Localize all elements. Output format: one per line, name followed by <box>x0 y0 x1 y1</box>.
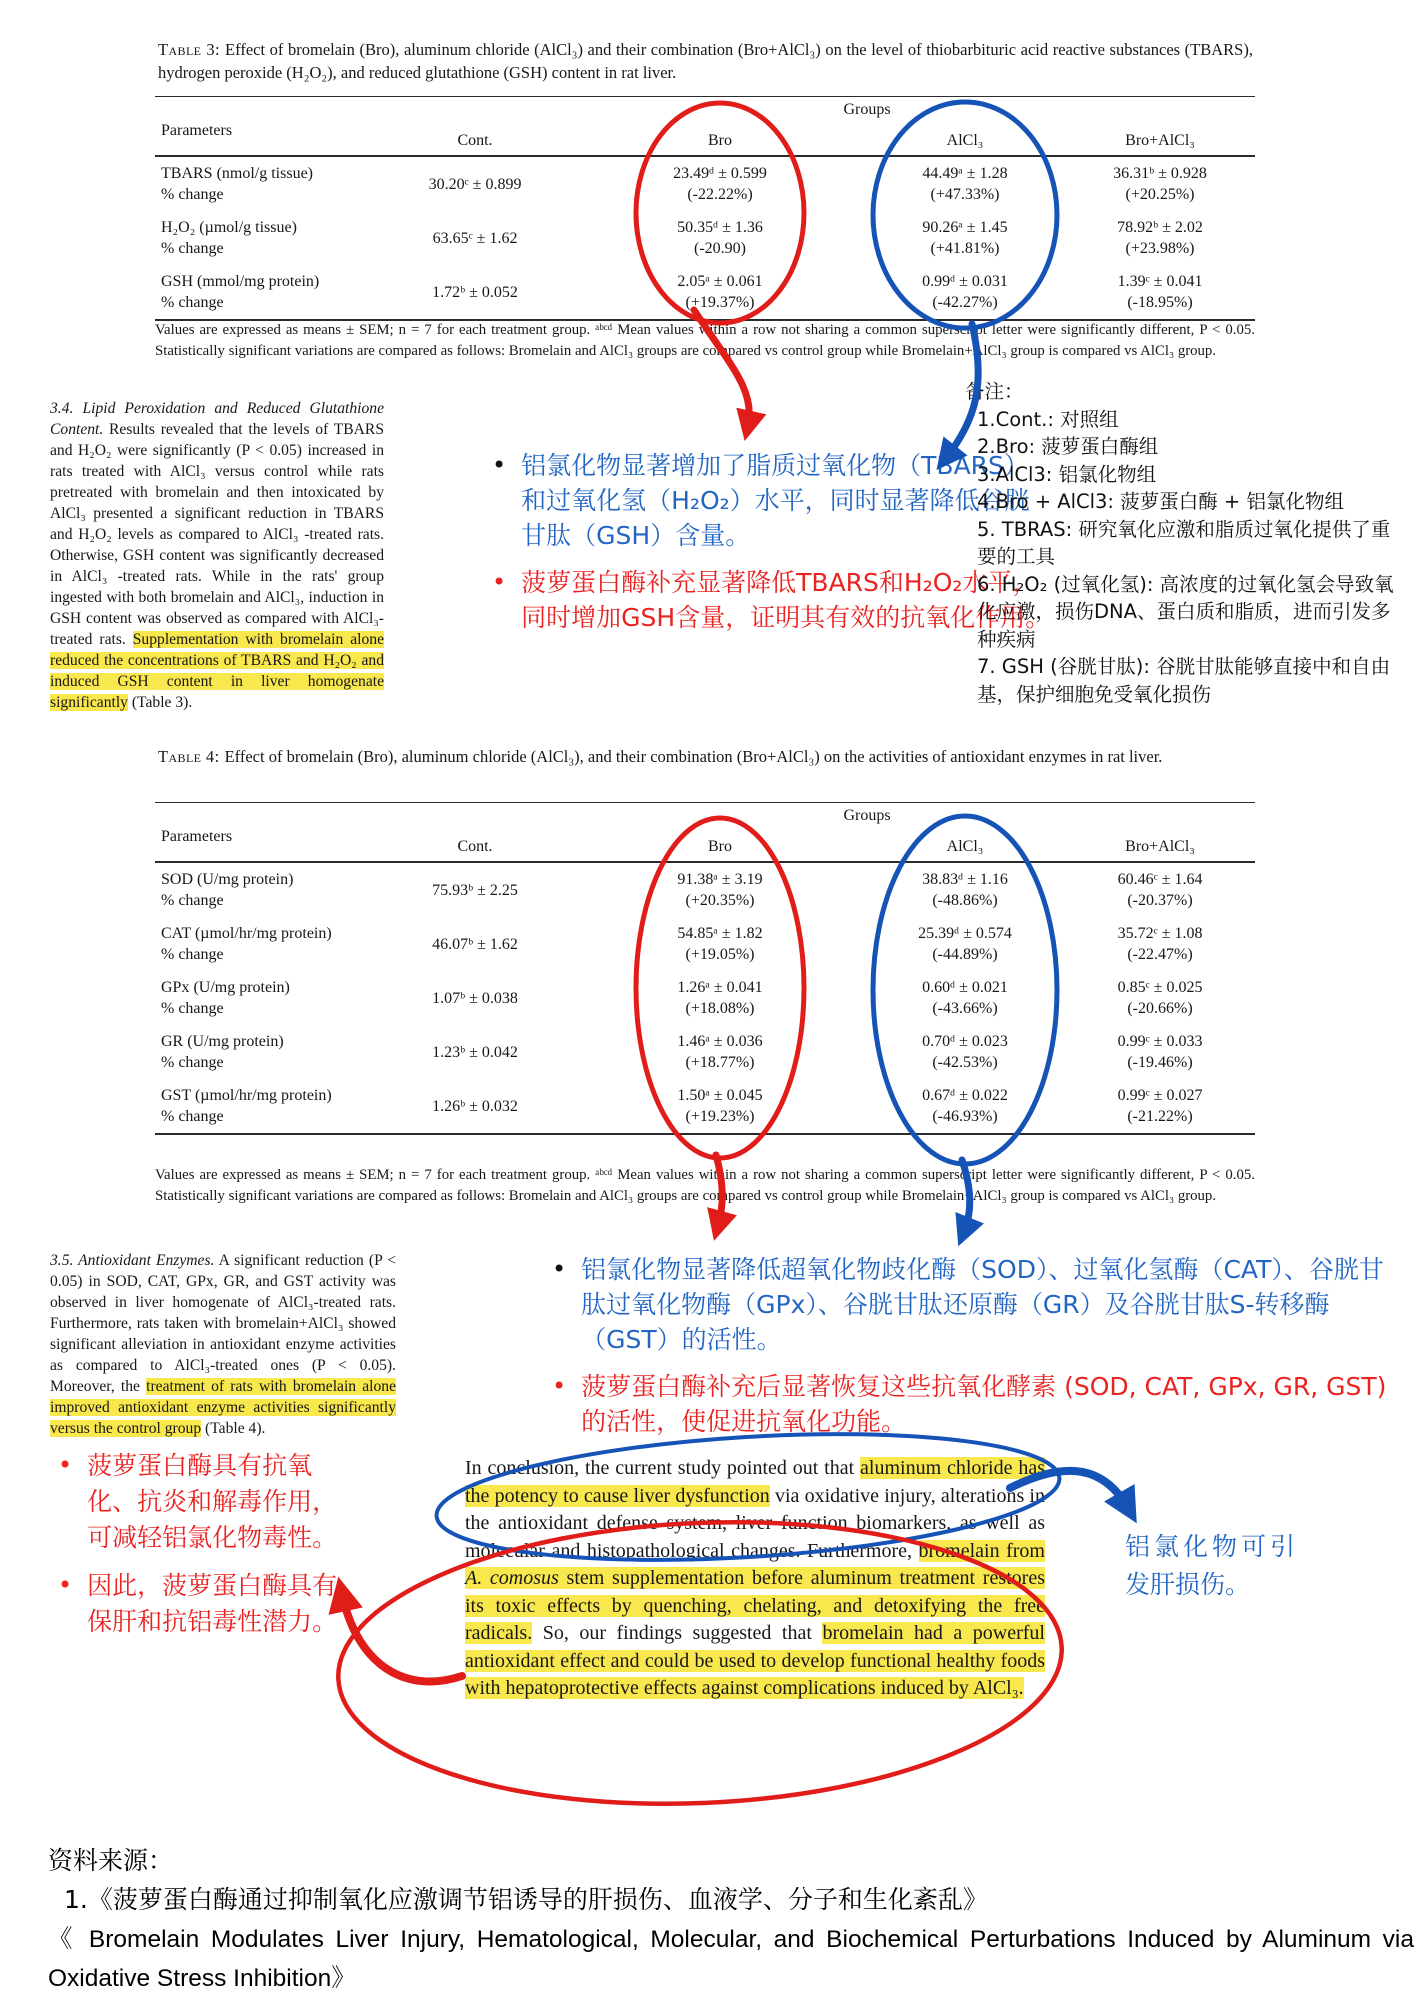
table-cell: (-48.86%) <box>932 892 998 909</box>
table-cell: 54.85ᵃ ± 1.82 <box>677 925 763 942</box>
table4-annotation-bullets <box>552 1252 1390 1451</box>
bullet-icon: • <box>58 1571 73 1599</box>
table-cell: 91.38ᵃ ± 3.19 <box>677 871 763 888</box>
table-row <box>155 1025 1255 1079</box>
species-name-italic: A. comosus <box>465 1567 559 1589</box>
note-item: 1.Cont.: 对照组 <box>977 407 1119 431</box>
highlighted-text: bromelain had a powerful antioxidant effect and could be used to develop functional healthy foods with hepatoprotective effects against complications induced by AlCl₃. <box>465 1622 1045 1699</box>
source-item-en: 《 Bromelain Modulates Liver Injury, Hematological, Molecular, and Biochemical Perturbations Induced by Aluminum via Oxidative Stress Inhibition》 <box>48 1926 1414 1992</box>
section-3-4-text-end: (Table 3). <box>127 694 193 711</box>
highlighted-text: treatment of rats with bromelain alone improved antioxidant enzyme activities significantly versus the control group <box>50 1378 396 1437</box>
annotation-text-liver-injury: 铝氯化物可引发肝损伤。 <box>1125 1532 1295 1599</box>
bullet-icon: • <box>492 568 507 596</box>
section-3-5-paragraph <box>50 1250 396 1439</box>
note-item: 2.Bro: 菠萝蛋白酶组 <box>977 435 1159 458</box>
highlighted-text: Supplementation with bromelain alone reduced the concentrations of TBARS and H₂O₂ and induced GSH content in liver homogenate significantly <box>50 631 384 711</box>
table-cell: (-21.22%) <box>1127 1108 1193 1125</box>
table-row <box>155 917 1255 971</box>
table-row <box>155 863 1255 917</box>
notes-title: 备注： <box>965 380 1024 403</box>
table-cell: 0.60ᵈ ± 0.021 <box>922 979 1008 996</box>
table-cell: 1.46ᵃ ± 0.036 <box>677 1033 763 1050</box>
note-item: 5. TBRAS: 研究氧化应激和脂质过氧化提供了重要的工具 <box>977 517 1391 568</box>
table-cell: 35.72ᶜ ± 1.08 <box>1117 925 1203 942</box>
table3-groups-header: Groups <box>843 101 891 118</box>
table-cell: (-43.66%) <box>932 1000 998 1017</box>
table-cell: (+19.23%) <box>685 1108 755 1125</box>
section-3-5-heading: 3.5. Antioxidant Enzymes. <box>50 1252 215 1269</box>
table-cell: 25.39ᵈ ± 0.574 <box>918 925 1012 942</box>
bullet-icon: • <box>552 1372 567 1400</box>
bullet-icon: • <box>552 1255 567 1283</box>
table3-footnote: Values are expressed as means ± SEM; n = 7 for each treatment group. ᵃᵇᶜᵈ Mean values within a row not sharing a common superscript letter were significantly different, P < 0.05. Statistically significant variations are compared as follows: Bromelain and AlCl₃ groups are compared vs control group while Bromelain+AlCl₃ group is compared vs AlCl₃ group. <box>155 322 1255 359</box>
annotation-text-red: 菠萝蛋白酶补充后显著恢复这些抗氧化酵素 (SOD, CAT, GPx, GR, GST) 的活性，使促进抗氧化功能。 <box>581 1372 1387 1436</box>
conclusion-text: So, our findings suggested that <box>532 1622 823 1644</box>
table-cell: 23.49ᵈ ± 0.599 <box>673 165 767 182</box>
column-header: Bro <box>708 132 732 149</box>
table4-caption-text: Effect of bromelain (Bro), aluminum chloride (AlCl₃), and their combination (Bro+AlCl₃) on the activities of antioxidant enzymes in rat liver. <box>224 747 1163 766</box>
table-cell: % change <box>161 1000 224 1017</box>
bullet-icon: • <box>492 451 507 479</box>
annotation-text-red: 因此，菠萝蛋白酶具有保肝和抗铝毒性潜力。 <box>87 1571 338 1636</box>
table3 <box>155 96 1255 321</box>
table-cell: 63.65ᶜ ± 1.62 <box>432 229 518 247</box>
table-cell: (-22.22%) <box>687 186 753 203</box>
annotation-text-blue: 铝氯化物显著增加了脂质过氧化物（TBARS）和过氧化氢（H₂O₂）水平，同时显著降低谷胱甘肽（GSH）含量。 <box>521 451 1030 550</box>
table-cell: 2.05ᵃ ± 0.061 <box>677 273 763 290</box>
source-block <box>48 1842 1414 1998</box>
table-cell: 30.20ᶜ ± 0.899 <box>428 175 522 193</box>
table-cell: SOD (U/mg protein) <box>161 871 294 888</box>
table-cell: 36.31ᵇ ± 0.928 <box>1113 165 1207 182</box>
table-cell: % change <box>161 186 224 203</box>
conclusion-text: In conclusion, the current study pointed out that <box>465 1457 861 1479</box>
table-cell: % change <box>161 240 224 257</box>
section-3-5-text-end: (Table 4). <box>201 1420 266 1437</box>
source-item-zh <box>48 1880 1414 1920</box>
table-cell: % change <box>161 294 224 311</box>
table-cell: 44.49ᵃ ± 1.28 <box>922 165 1008 182</box>
table-cell: (+19.05%) <box>685 946 755 963</box>
note-item: 7. GSH (谷胱甘肽): 谷胱甘肽能够直接中和自由基，保护细胞免受氧化损伤 <box>977 655 1391 706</box>
table-cell: (-20.66%) <box>1127 1000 1193 1017</box>
table-cell: (-19.46%) <box>1127 1054 1193 1071</box>
table-cell: (+18.08%) <box>685 1000 755 1017</box>
conclusion-annotation-bullets-left <box>58 1448 340 1652</box>
table-cell: (-42.27%) <box>932 294 998 311</box>
table3-caption <box>158 38 1253 84</box>
table-cell: % change <box>161 946 224 963</box>
table-cell: % change <box>161 892 224 909</box>
conclusion-text: via oxidative injury, alterations in the antioxidant defense system, liver function biomarkers, as well as molecular and histopathological changes. Furthermore, <box>465 1484 1045 1562</box>
table-cell: 1.72ᵇ ± 0.052 <box>432 283 518 301</box>
note-item: 4.Bro + AlCl3: 菠萝蛋白酶 + 铝氯化物组 <box>977 490 1344 513</box>
column-header: Bro+AlCl₃ <box>1125 132 1195 149</box>
table-cell: (+41.81%) <box>930 240 1000 257</box>
column-header: Cont. <box>457 838 493 855</box>
table-cell: % change <box>161 1108 224 1125</box>
note-item: 3.AlCl3: 铝氯化物组 <box>977 462 1157 486</box>
table-cell: (+19.37%) <box>685 294 755 311</box>
table-cell: 1.07ᵇ ± 0.038 <box>432 989 518 1007</box>
table-cell: GST (µmol/hr/mg protein) <box>161 1087 332 1104</box>
column-header: Bro+AlCl₃ <box>1125 838 1195 855</box>
table-cell: 60.46ᶜ ± 1.64 <box>1117 871 1203 888</box>
table-cell: GSH (mmol/mg protein) <box>161 273 320 290</box>
table-cell: 38.83ᵈ ± 1.16 <box>922 871 1008 888</box>
column-header: AlCl₃ <box>946 132 984 149</box>
note-item: 6. H₂O₂ (过氧化氢): 高浓度的过氧化氢会导致氧化应激，损伤DNA、蛋白质和脂质，进而引发多种疾病 <box>977 572 1394 651</box>
table-cell: (-42.53%) <box>932 1054 998 1071</box>
table4-caption-label: Table 4: <box>158 747 220 766</box>
list-item <box>552 1252 1390 1357</box>
table-cell: 0.70ᵈ ± 0.023 <box>922 1033 1008 1050</box>
table-cell: (-18.95%) <box>1127 294 1193 311</box>
table-cell: (-20.90) <box>694 240 746 257</box>
table-cell: (+20.35%) <box>685 892 755 909</box>
annotation-text-red: 菠萝蛋白酶具有抗氧化、抗炎和解毒作用，可减轻铝氯化物毒性。 <box>87 1451 338 1552</box>
table-cell: 0.99ᶜ ± 0.027 <box>1117 1087 1203 1104</box>
list-item <box>58 1568 340 1640</box>
annotation-text-red: 菠萝蛋白酶补充显著降低TBARS和H₂O₂水平，同时增加GSH含量，证明其有效的抗氧化作用。 <box>521 568 1051 632</box>
table-cell: GR (U/mg protein) <box>161 1033 284 1050</box>
table-cell: H₂O₂ (µmol/g tissue) <box>161 219 297 236</box>
table-cell: % change <box>161 1054 224 1071</box>
table3-caption-label: Table 3: <box>158 40 221 59</box>
table-cell: 75.93ᵇ ± 2.25 <box>432 881 518 899</box>
column-header: Parameters <box>161 828 233 845</box>
table-cell: 46.07ᵇ ± 1.62 <box>432 935 518 953</box>
section-3-4-heading: 3.4. Lipid Peroxidation and Reduced Glutathione Content. <box>50 400 384 438</box>
list-item <box>58 1448 340 1556</box>
table-cell: 50.35ᵈ ± 1.36 <box>677 219 763 236</box>
conclusion-paragraph <box>465 1455 1045 1703</box>
table-cell: 1.26ᵃ ± 0.041 <box>677 979 763 996</box>
table-cell: (-22.47%) <box>1127 946 1193 963</box>
bullet-icon: • <box>58 1451 73 1479</box>
highlighted-text: aluminum chloride has the potency to cause liver dysfunction <box>465 1457 1045 1507</box>
table4-groups-header: Groups <box>843 807 891 824</box>
table4-caption <box>158 745 1253 768</box>
source-item-title-zh: 《菠萝蛋白酶通过抑制氧化应激调节铝诱导的肝损伤、血液学、分子和生化紊乱》 <box>87 1885 988 1914</box>
section-3-5-text: A significant reduction (P < 0.05) in SOD, CAT, GPx, GR, and GST activity was observed in liver homogenate of AlCl₃-treated rats. Furthermore, rats taken with bromelain+AlCl₃ showed significant alleviation in antioxidant enzyme activities as compared to AlCl₃-treated ones (P < 0.05). Moreover, the <box>50 1252 396 1395</box>
table4-footnote: Values are expressed as means ± SEM; n = 7 for each treatment group. ᵃᵇᶜᵈ Mean values within a row not sharing a common superscript letter were significantly different, P < 0.05. Statistically significant variations are compared as follows: Bromelain and AlCl₃ groups are compared vs control group while Bromelain+AlCl₃ group is compared vs AlCl₃ group. <box>155 1167 1255 1204</box>
table-row <box>155 265 1255 319</box>
conclusion-text: stem supplementation before aluminum treatment restores its toxic effects by quenching, chelating, and detoxifying the free radicals. <box>465 1567 1045 1644</box>
table-cell: (-44.89%) <box>932 946 998 963</box>
column-header: Parameters <box>161 122 233 139</box>
list-item <box>552 1369 1390 1439</box>
table3-caption-text: Effect of bromelain (Bro), aluminum chloride (AlCl₃) and their combination (Bro+AlCl₃) on the level of thiobarbituric acid reactive substances (TBARS), hydrogen peroxide (H₂O₂), and reduced glutathione (GSH) content in rat liver. <box>158 40 1253 82</box>
table-cell: 90.26ᵃ ± 1.45 <box>922 219 1008 236</box>
conclusion-text: bromelain from <box>918 1539 1045 1562</box>
section-3-4-text: Results revealed that the levels of TBARS and H₂O₂ were significantly (P < 0.05) increased in rats treated with AlCl₃ versus control while rats pretreated with bromelain and then intoxicated by AlCl₃ presented a significant reduction in TBARS and H₂O₂ levels as compared to AlCl₃ -treated rats. Otherwise, GSH content was significantly decreased in AlCl₃ -treated rats. While in the rats' group ingested with both bromelain and AlCl₃, induction in GSH content was observed as compared with AlCl₃-treated rats. <box>50 421 384 648</box>
table-cell: (-46.93%) <box>932 1108 998 1125</box>
table-cell: 78.92ᵇ ± 2.02 <box>1117 219 1203 236</box>
column-header: Cont. <box>457 132 493 149</box>
table-cell: 0.99ᶜ ± 0.033 <box>1117 1033 1203 1050</box>
table-cell: (+20.25%) <box>1125 186 1195 203</box>
table-row <box>155 211 1255 265</box>
table-cell: TBARS (nmol/g tissue) <box>161 165 314 182</box>
annotation-text-blue: 铝氯化物显著降低超氧化物歧化酶（SOD）、过氧化氢酶（CAT）、谷胱甘肽过氧化物酶（GPx）、谷胱甘肽还原酶（GR）及谷胱甘肽S-转移酶（GST）的活性。 <box>581 1255 1384 1354</box>
table-cell: 1.50ᵃ ± 0.045 <box>677 1087 763 1104</box>
table-cell: GPx (U/mg protein) <box>161 979 290 996</box>
table-cell: 0.67ᵈ ± 0.022 <box>922 1087 1008 1104</box>
column-header: AlCl₃ <box>946 838 984 855</box>
column-header: Bro <box>708 838 732 855</box>
red-arrow-conclusion-to-left-bullets <box>342 1594 462 1681</box>
table-cell: 1.26ᵇ ± 0.032 <box>432 1097 518 1115</box>
table-cell: (-20.37%) <box>1127 892 1193 909</box>
table3-header <box>155 97 1255 157</box>
table-cell: (+18.77%) <box>685 1054 755 1071</box>
table4 <box>155 802 1255 1135</box>
table-row <box>155 157 1255 211</box>
table-cell: 0.99ᵈ ± 0.031 <box>922 273 1008 290</box>
table-row <box>155 971 1255 1025</box>
table-row <box>155 1079 1255 1133</box>
section-3-4-paragraph <box>50 398 384 713</box>
table-cell: 1.39ᶜ ± 0.041 <box>1117 273 1203 290</box>
table4-header <box>155 803 1255 863</box>
table-cell: (+47.33%) <box>930 186 1000 203</box>
source-item-number: 1. <box>64 1885 88 1914</box>
source-label: 资料来源： <box>48 1846 174 1875</box>
notes-panel <box>965 378 1403 708</box>
table-cell: (+23.98%) <box>1125 240 1195 257</box>
table-cell: 1.23ᵇ ± 0.042 <box>432 1043 518 1061</box>
table-cell: CAT (µmol/hr/mg protein) <box>161 925 332 942</box>
table-cell: 0.85ᶜ ± 0.025 <box>1117 979 1203 996</box>
